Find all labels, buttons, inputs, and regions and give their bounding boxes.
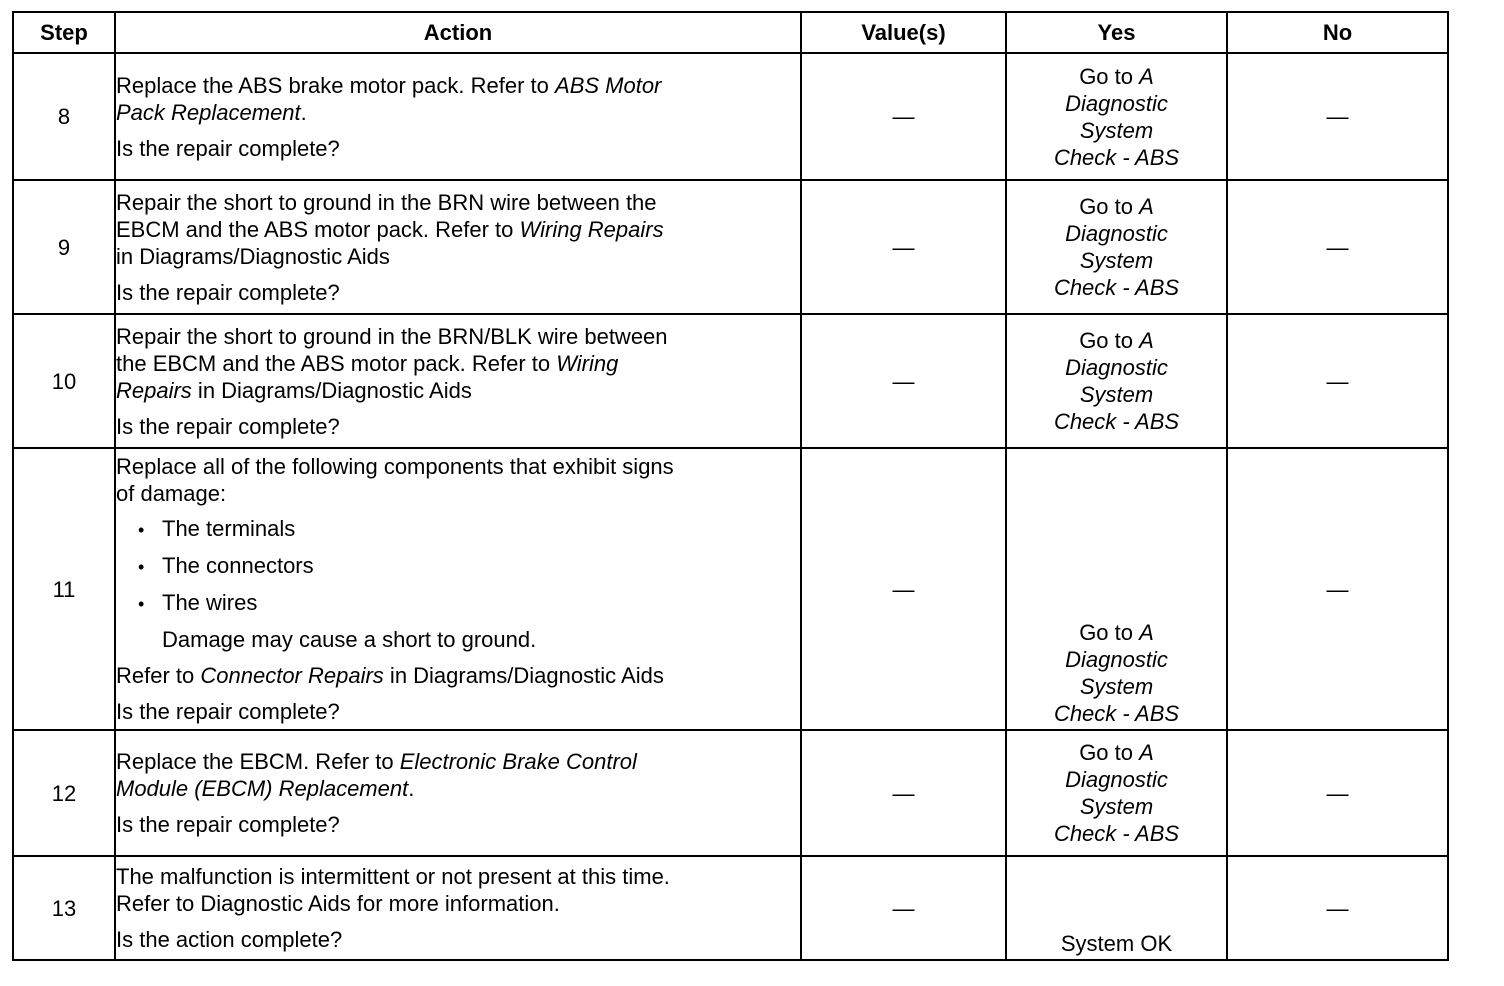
list-item-text: The wires: [162, 590, 258, 615]
list-item-text: The connectors: [162, 553, 314, 578]
action-text: the EBCM and the ABS motor pack. Refer to: [116, 350, 557, 376]
action-text: of damage:: [116, 481, 227, 506]
action-text: Repair the short to ground in the BRN wire between the: [116, 189, 657, 215]
header-step: Step: [13, 12, 115, 53]
list-item: [116, 552, 800, 581]
bullet-icon: •: [138, 520, 145, 540]
yes-cell: [1006, 314, 1227, 448]
goto-ref: Diagnostic: [1065, 355, 1168, 380]
reference-link: ABS Motor: [555, 72, 662, 98]
table-row: [13, 180, 1448, 314]
goto-ref: Diagnostic: [1065, 221, 1168, 246]
action-text: Refer to: [116, 663, 201, 688]
goto-text: Go to: [1079, 620, 1133, 645]
header-values: Value(s): [801, 12, 1006, 53]
value-cell: —: [801, 314, 1006, 448]
bullet-icon: •: [138, 557, 145, 577]
goto-ref: System: [1079, 382, 1154, 407]
reference-link: Repairs: [116, 377, 192, 403]
goto-ref: Check - ABS: [1053, 409, 1180, 434]
value-cell: —: [801, 448, 1006, 730]
yes-cell: [1006, 856, 1227, 960]
action-question: Is the repair complete?: [116, 413, 340, 439]
list-item: [116, 589, 800, 618]
goto-ref: Check - ABS: [1053, 275, 1180, 300]
diagnostic-table: [12, 11, 1449, 961]
no-cell: —: [1227, 53, 1448, 180]
header-yes: Yes: [1006, 12, 1227, 53]
action-text: in Diagrams/Diagnostic Aids: [116, 243, 390, 269]
goto-ref: System: [1079, 794, 1154, 819]
yes-result: System OK: [1060, 931, 1173, 956]
table-row: [13, 448, 1448, 730]
action-text: in Diagrams/Diagnostic Aids: [191, 377, 472, 403]
goto-text: Go to: [1079, 194, 1133, 219]
goto-text: Go to: [1079, 63, 1133, 89]
action-text: .: [408, 776, 415, 801]
action-text: The malfunction is intermittent or not present at this time.: [116, 864, 670, 889]
no-cell: —: [1227, 314, 1448, 448]
no-cell: —: [1227, 180, 1448, 314]
action-text: EBCM and the ABS motor pack. Refer to: [116, 216, 520, 242]
goto-ref: System: [1079, 248, 1154, 273]
goto-ref: Check - ABS: [1053, 701, 1180, 726]
action-cell: [115, 314, 801, 448]
action-text: in Diagrams/Diagnostic Aids: [383, 663, 664, 688]
no-cell: —: [1227, 448, 1448, 730]
header-no: No: [1227, 12, 1448, 53]
action-cell: [115, 856, 801, 960]
goto-ref: System: [1079, 674, 1154, 699]
reference-link: Pack Replacement: [116, 99, 301, 125]
goto-ref: A: [1139, 63, 1154, 89]
list-item-text: The terminals: [162, 516, 296, 541]
yes-cell: [1006, 730, 1227, 856]
goto-text: Go to: [1079, 740, 1133, 765]
action-text: Repair the short to ground in the BRN/BLK wire between: [116, 323, 668, 349]
goto-ref: System: [1079, 117, 1154, 143]
reference-link: Connector Repairs: [200, 663, 384, 688]
action-text: Replace the EBCM. Refer to: [116, 749, 400, 774]
action-text: .: [300, 99, 307, 125]
action-cell: [115, 53, 801, 180]
step-number: 12: [13, 730, 115, 856]
reference-link: Wiring Repairs: [519, 216, 664, 242]
no-cell: —: [1227, 856, 1448, 960]
no-cell: —: [1227, 730, 1448, 856]
goto-ref: A: [1139, 328, 1154, 353]
action-text: Refer to Diagnostic Aids for more information.: [116, 891, 560, 916]
step-number: 9: [13, 180, 115, 314]
action-question: Is the repair complete?: [116, 699, 340, 724]
bullet-icon: •: [138, 594, 145, 614]
goto-ref: A: [1139, 194, 1154, 219]
action-text: Replace all of the following components that exhibit signs: [116, 454, 674, 479]
goto-text: Go to: [1079, 328, 1133, 353]
goto-ref: A: [1139, 620, 1154, 645]
yes-cell: [1006, 448, 1227, 730]
goto-ref: Diagnostic: [1065, 647, 1168, 672]
action-question: Is the repair complete?: [116, 279, 340, 305]
action-cell: [115, 730, 801, 856]
reference-link: Wiring: [556, 350, 619, 376]
goto-ref: A: [1139, 740, 1154, 765]
action-text: Replace the ABS brake motor pack. Refer to: [116, 72, 556, 98]
value-cell: —: [801, 730, 1006, 856]
step-number: 13: [13, 856, 115, 960]
value-cell: —: [801, 180, 1006, 314]
step-number: 11: [13, 448, 115, 730]
header-action: Action: [115, 12, 801, 53]
goto-ref: Check - ABS: [1053, 144, 1180, 170]
yes-cell: [1006, 53, 1227, 180]
action-question: Is the action complete?: [116, 927, 343, 952]
step-number: 8: [13, 53, 115, 180]
table-row: [13, 53, 1448, 180]
action-question: Is the repair complete?: [116, 135, 340, 161]
step-number: 10: [13, 314, 115, 448]
table-row: [13, 856, 1448, 960]
action-cell: [115, 448, 801, 730]
list-item: [116, 515, 800, 544]
yes-cell: [1006, 180, 1227, 314]
goto-ref: Diagnostic: [1065, 90, 1168, 116]
value-cell: —: [801, 53, 1006, 180]
action-cell: [115, 180, 801, 314]
table-row: [13, 730, 1448, 856]
action-question: Is the repair complete?: [116, 812, 340, 837]
action-note: Damage may cause a short to ground.: [162, 627, 537, 652]
table-row: [13, 314, 1448, 448]
reference-link: Module (EBCM) Replacement: [116, 776, 409, 801]
goto-ref: Check - ABS: [1053, 821, 1180, 846]
value-cell: —: [801, 856, 1006, 960]
goto-ref: Diagnostic: [1065, 767, 1168, 792]
header-row: [13, 12, 1448, 53]
reference-link: Electronic Brake Control: [399, 749, 637, 774]
